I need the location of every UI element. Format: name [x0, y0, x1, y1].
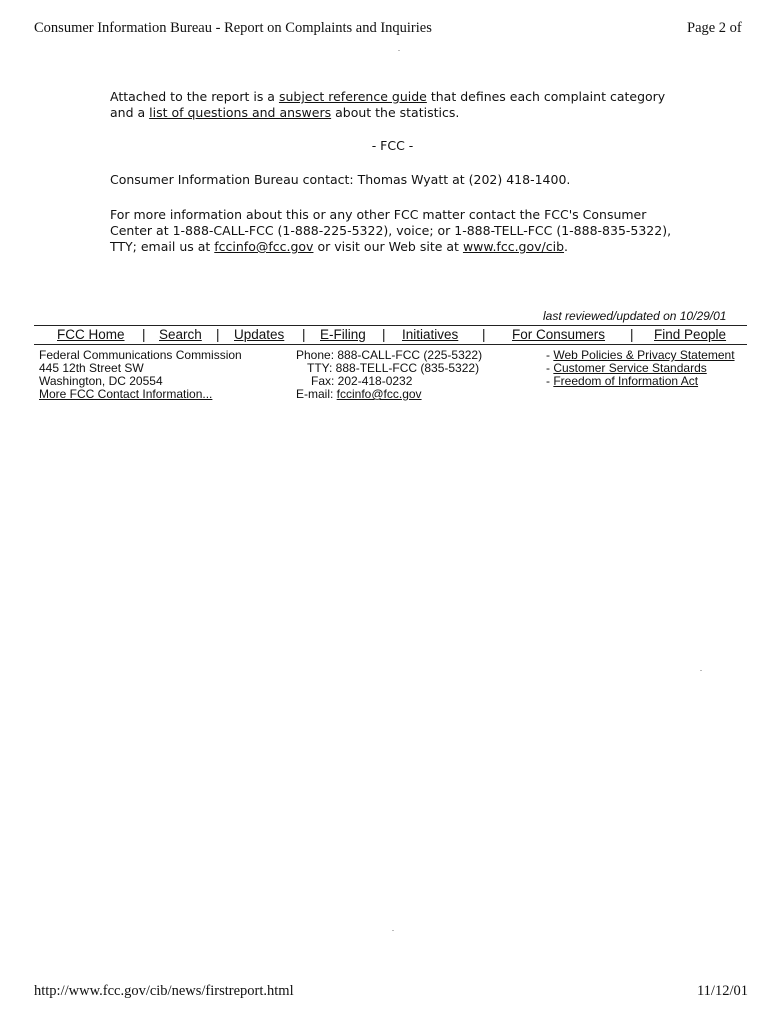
- attachment-text-1: Attached to the report is a: [110, 89, 279, 104]
- attachment-paragraph: [110, 89, 680, 121]
- footer-street: 445 12th Street SW: [39, 361, 144, 375]
- print-footer-url: http://www.fcc.gov/cib/news/firstreport.html: [34, 983, 294, 999]
- print-footer-date: 11/12/01: [696, 983, 748, 999]
- subject-reference-guide-link[interactable]: subject reference guide: [278, 89, 427, 104]
- more-info-text-3: .: [564, 239, 569, 254]
- web-policies-link[interactable]: Web Policies & Privacy Statement: [553, 348, 735, 362]
- more-contact-info-link[interactable]: More FCC Contact Information...: [39, 387, 213, 401]
- print-header-page: Page 2 of: [687, 20, 742, 36]
- policy-bullet: -: [546, 361, 554, 375]
- footer-phone-block: [296, 349, 482, 401]
- attachment-text-2: that defines each complaint category and a: [110, 89, 666, 120]
- more-information-paragraph: [110, 207, 680, 255]
- footer-nav-bar: [34, 327, 747, 344]
- bureau-contact: Consumer Information Bureau contact: Thomas Wyatt at (202) 418-1400.: [110, 172, 571, 187]
- print-header: [34, 20, 748, 40]
- footer-email-label: E-mail:: [296, 387, 337, 401]
- fccinfo-email-link[interactable]: fccinfo@fcc.gov: [214, 239, 314, 254]
- nav-separator: |: [382, 327, 386, 342]
- scan-speck: [392, 930, 394, 931]
- footer-city: Washington, DC 20554: [39, 374, 163, 388]
- nav-e-filing[interactable]: E-Filing: [320, 327, 366, 342]
- nav-updates[interactable]: Updates: [234, 327, 285, 342]
- footer-fax: Fax: 202-418-0232: [311, 374, 413, 388]
- fcc-dash-marker: - FCC -: [371, 138, 414, 153]
- scan-speck: [398, 50, 400, 51]
- scan-speck: [700, 670, 702, 671]
- footer-address-block: [39, 349, 242, 401]
- nav-separator: |: [216, 327, 220, 342]
- footer-org-name: Federal Communications Commission: [39, 348, 242, 362]
- footer-email-link[interactable]: fccinfo@fcc.gov: [336, 387, 422, 401]
- nav-find-people[interactable]: Find People: [654, 327, 727, 342]
- questions-and-answers-link[interactable]: list of questions and answers: [149, 105, 332, 120]
- foia-link[interactable]: Freedom of Information Act: [553, 374, 699, 388]
- nav-initiatives[interactable]: Initiatives: [402, 327, 459, 342]
- print-footer: [34, 983, 748, 1003]
- nav-search[interactable]: Search: [159, 327, 202, 342]
- policy-bullet: -: [546, 374, 554, 388]
- nav-separator: |: [482, 327, 486, 342]
- more-info-text-2: or visit our Web site at: [313, 239, 463, 254]
- attachment-text-3: about the statistics.: [331, 105, 460, 120]
- nav-separator: |: [630, 327, 634, 342]
- last-reviewed-date: last reviewed/updated on 10/29/01: [543, 309, 727, 323]
- print-header-title: Consumer Information Bureau - Report on Complaints and Inquiries: [34, 20, 432, 36]
- customer-service-standards-link[interactable]: Customer Service Standards: [553, 361, 707, 375]
- nav-for-consumers[interactable]: For Consumers: [512, 327, 606, 342]
- nav-separator: |: [142, 327, 146, 342]
- nav-separator: |: [302, 327, 306, 342]
- footer-policy-links: [546, 349, 735, 388]
- nav-top-rule: [34, 325, 747, 326]
- policy-bullet: -: [546, 348, 554, 362]
- nav-fcc-home[interactable]: FCC Home: [57, 327, 125, 342]
- footer-phone: Phone: 888-CALL-FCC (225-5322): [296, 348, 483, 362]
- more-info-text-1: For more information about this or any other FCC matter contact the FCC's Consumer Center at 1-888-CALL-FCC (1-888-225-5322), voice; or 1-888-TELL-FCC (1-888-835-5322), TTY; email us at: [110, 207, 672, 254]
- footer-tty: TTY: 888-TELL-FCC (835-5322): [307, 361, 480, 375]
- cib-website-link[interactable]: www.fcc.gov/cib: [462, 239, 565, 254]
- nav-bottom-rule: [34, 344, 747, 345]
